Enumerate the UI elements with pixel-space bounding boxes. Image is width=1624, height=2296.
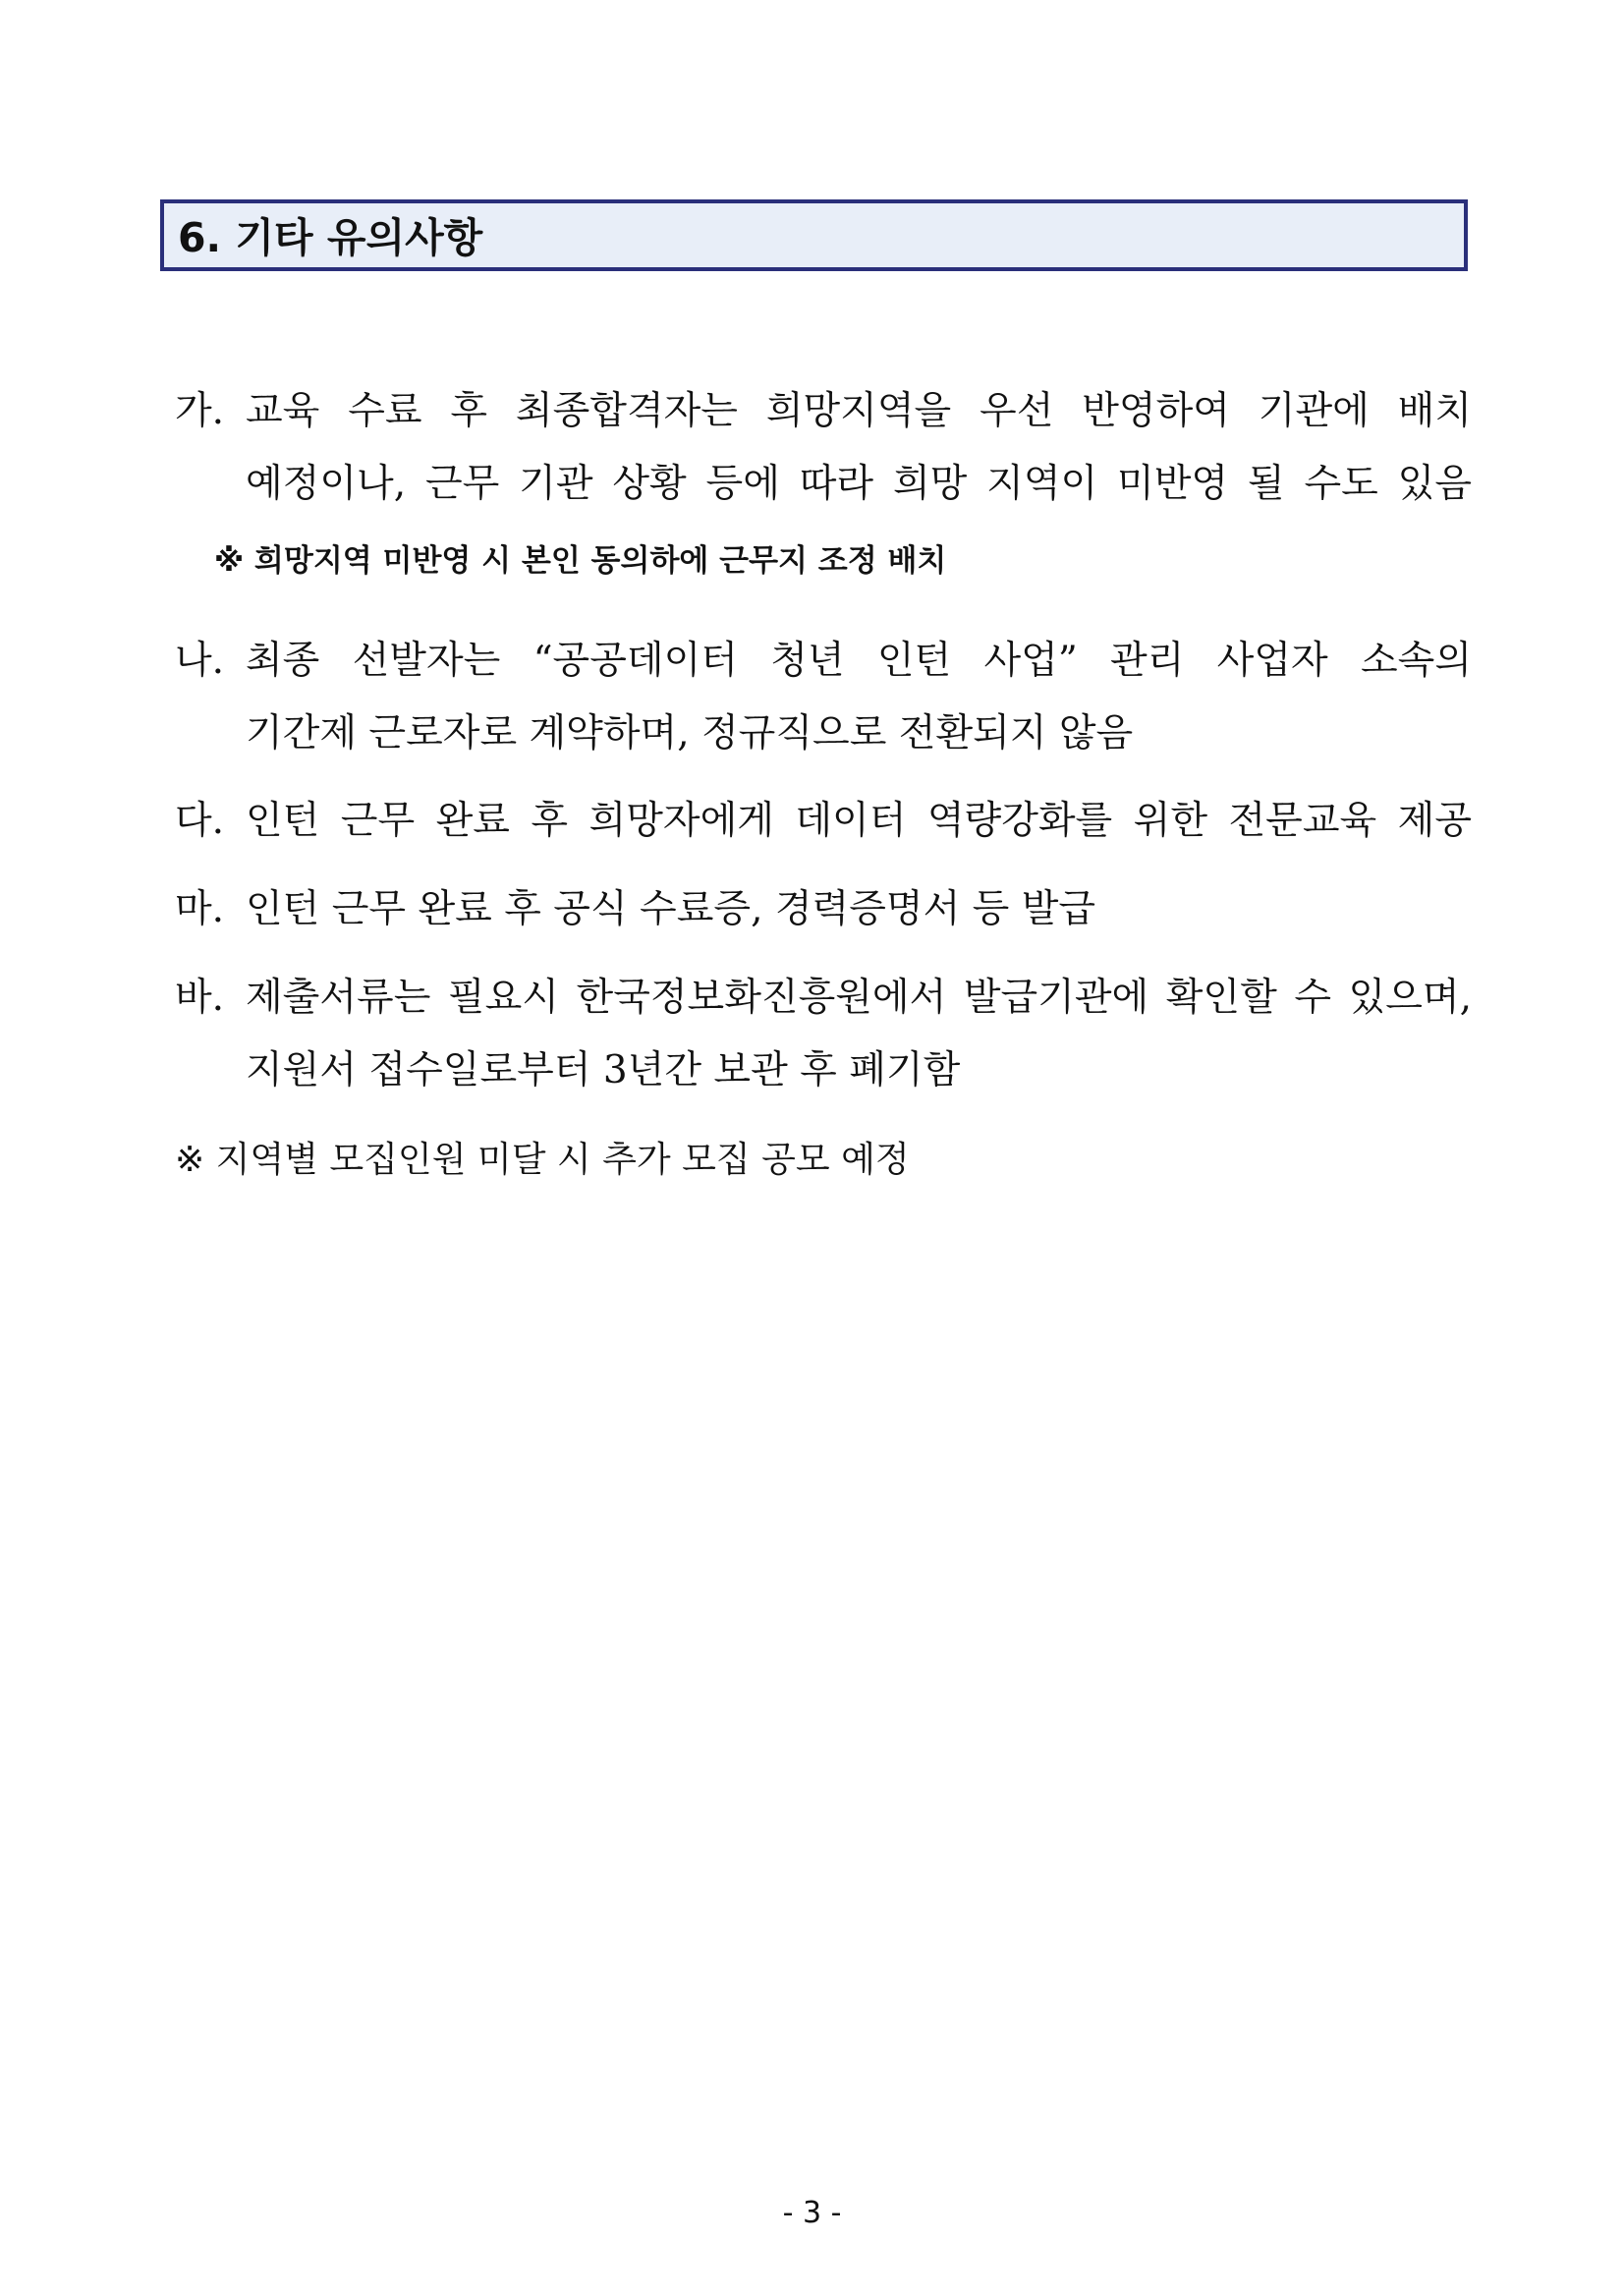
item-da-line-1: 인턴 근무 완료 후 희망자에게 데이터 역량강화를 위한 전문교육 제공 <box>246 799 1472 843</box>
item-ga-marker: 가. <box>175 389 225 433</box>
item-na-line-1: 최종 선발자는 “공공데이터 청년 인턴 사업” 관리 사업자 소속의 <box>246 639 1472 683</box>
item-ga-line-2: 예정이나, 근무 기관 상황 등에 따라 희망 지역이 미반영 될 수도 있음 <box>246 462 1472 506</box>
item-ba-line-2: 지원서 접수일로부터 3년간 보관 후 폐기함 <box>246 1048 961 1092</box>
item-ma-line-1: 인턴 근무 완료 후 공식 수료증, 경력증명서 등 발급 <box>246 887 1096 931</box>
item-na-marker: 나. <box>175 639 225 683</box>
page-number: - 3 - <box>782 2196 842 2230</box>
item-ga-line-1: 교육 수료 후 최종합격자는 희망지역을 우선 반영하여 기관에 배치 <box>246 389 1472 433</box>
item-da-marker: 다. <box>175 799 225 843</box>
section-heading-box <box>160 199 1468 271</box>
item-ga-note: ※ 희망지역 미반영 시 본인 동의하에 근무지 조정 배치 <box>214 543 947 579</box>
item-ba-line-1: 제출서류는 필요시 한국정보화진흥원에서 발급기관에 확인할 수 있으며, <box>246 976 1472 1020</box>
item-na-line-2: 기간제 근로자로 계약하며, 정규직으로 전환되지 않음 <box>246 711 1134 756</box>
section-heading: 6. 기타 유의사항 <box>178 214 483 261</box>
footnote: ※ 지역별 모집인원 미달 시 추가 모집 공모 예정 <box>175 1140 910 1180</box>
item-ma-marker: 마. <box>175 887 225 931</box>
item-ba-marker: 바. <box>175 976 225 1020</box>
